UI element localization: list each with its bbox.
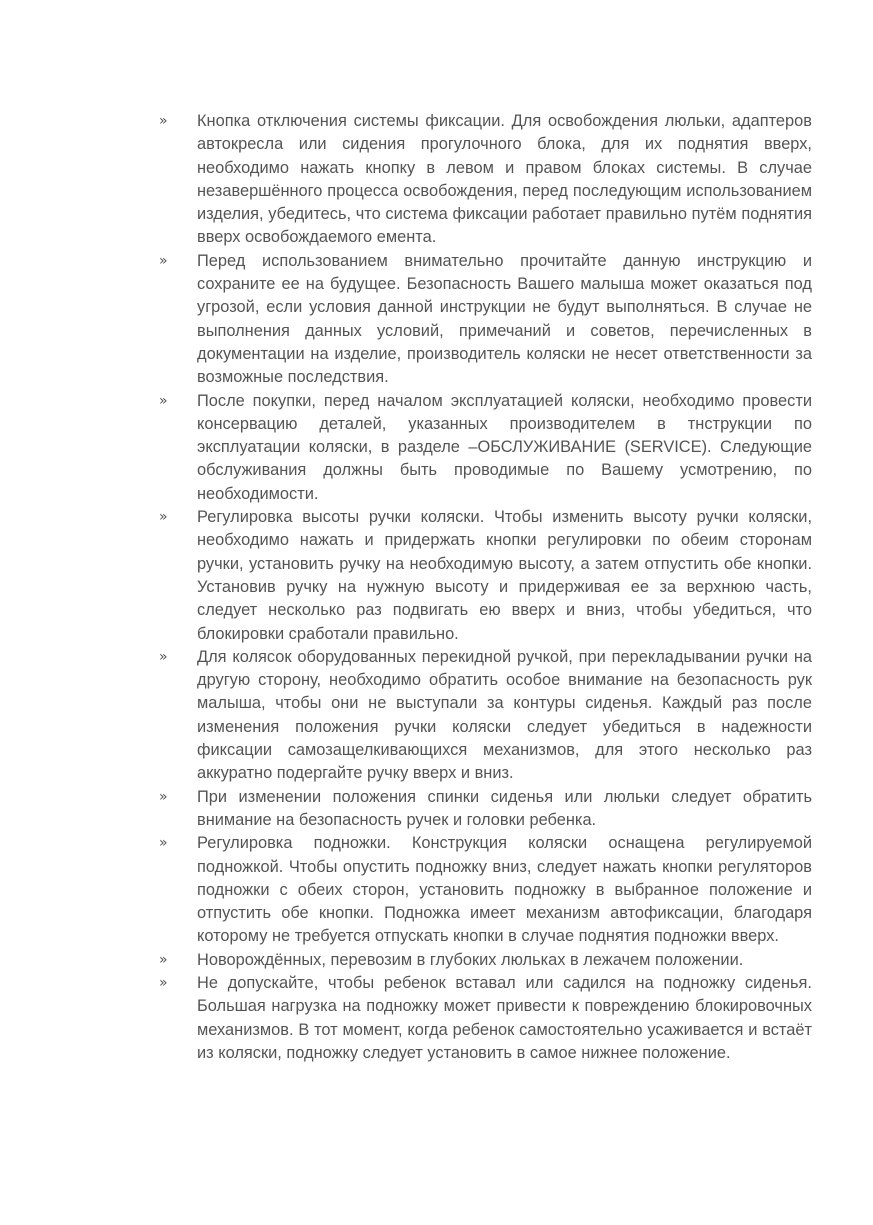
bullet-icon: » <box>159 974 168 991</box>
instruction-list <box>158 110 812 1065</box>
list-item-text: Кнопка отключения системы фиксации. Для освобождения люльки, адаптеров автокресла или сидения прогулочного блока, для их поднятия вверх, необходимо нажать кнопку в левом и правом блоках системы. В случае незавершённого процесса освобождения, перед последующим использованием изделия, убедитесь, что система фиксации работает правильно путём поднятия вверх освобождаемого емента. <box>197 112 812 247</box>
bullet-icon: » <box>159 113 168 129</box>
bullet-icon: » <box>159 509 168 526</box>
bullet-icon: » <box>159 392 168 409</box>
bullet-icon: » <box>159 252 168 269</box>
list-item <box>158 972 812 1065</box>
list-item <box>158 250 812 390</box>
list-item-text: Регулировка высоты ручки коляски. Чтобы изменить высоту ручки коляски, необходимо нажать и придержать кнопки регулировки по обеим сторонам ручки, установить ручку на необходимую высоту, а затем отпустить обе кнопки. Установив ручку на нужную высоту и придерживая ее за верхнюю часть, следует несколько раз подвигать ею вверх и вниз, чтобы убедиться, что блокировки сработали правильно. <box>197 508 812 643</box>
list-item <box>158 390 812 506</box>
list-item-text: Новорождённых, перевозим в глубоких люльках в лежачем положении. <box>197 950 744 969</box>
list-item <box>158 506 812 646</box>
bullet-icon: » <box>159 835 168 852</box>
list-item <box>158 110 812 250</box>
list-item <box>158 949 812 972</box>
list-item <box>158 646 812 786</box>
list-item-text: Для колясок оборудованных перекидной ручкой, при перекладывании ручки на другую сторону, необходимо обратить особое внимание на безопасность рук малыша, чтобы они не выступали за контуры сиденья. Каждый раз после изменения положения ручки коляски следует убедиться в надежности фиксации самозащелкивающихся механизмов, для этого несколько раз аккуратно подергайте ручку вверх и вниз. <box>197 647 812 783</box>
bullet-icon: » <box>159 648 168 665</box>
list-item-text: После покупки, перед началом эксплуатацией коляски, необходимо провести консервацию деталей, указанных производителем в тнструкции по эксплуатации коляски, в разделе –ОБСЛУЖИВАНИЕ (SERVICE). Следующие обслуживания должны быть проводимые по Вашему усмотрению, по необходимости. <box>197 391 812 503</box>
list-item <box>158 832 812 948</box>
list-item-text: При изменении положения спинки сиденья или люльки следует обратить внимание на безопасность ручек и головки ребенка. <box>197 787 812 829</box>
list-item-text: Не допускайте, чтобы ребенок вставал или садился на подножку сиденья. Большая нагрузка на подножку может привести к повреждению блокировочных механизмов. В тот момент, когда ребенок самостоятельно усаживается и встаёт из коляски, подножку следует установить в самое нижнее положение. <box>197 973 812 1062</box>
bullet-icon: » <box>159 788 168 805</box>
bullet-icon: » <box>159 951 168 968</box>
list-item <box>158 786 812 833</box>
list-item-text: Регулировка подножки. Конструкция коляски оснащена регулируемой подножкой. Чтобы опустить подножку вниз, следует нажать кнопки регуляторов подножки с обеих сторон, установить подножку в выбранное положение и отпустить обе кнопки. Подножка имеет механизм автофиксации, благодаря которому не требуется отпускать кнопки в случае поднятия подножки вверх. <box>197 834 812 946</box>
list-item-text: Перед использованием внимательно прочитайте данную инструкцию и сохраните ее на будущее. Безопасность Вашего малыша может оказаться под угрозой, если условия данной инструкции не будут выполняться. В случае не выполнения данных условий, примечаний и советов, перечисленных в документации на изделие, производитель коляски не несет ответственности за возможные последствия. <box>197 251 812 387</box>
